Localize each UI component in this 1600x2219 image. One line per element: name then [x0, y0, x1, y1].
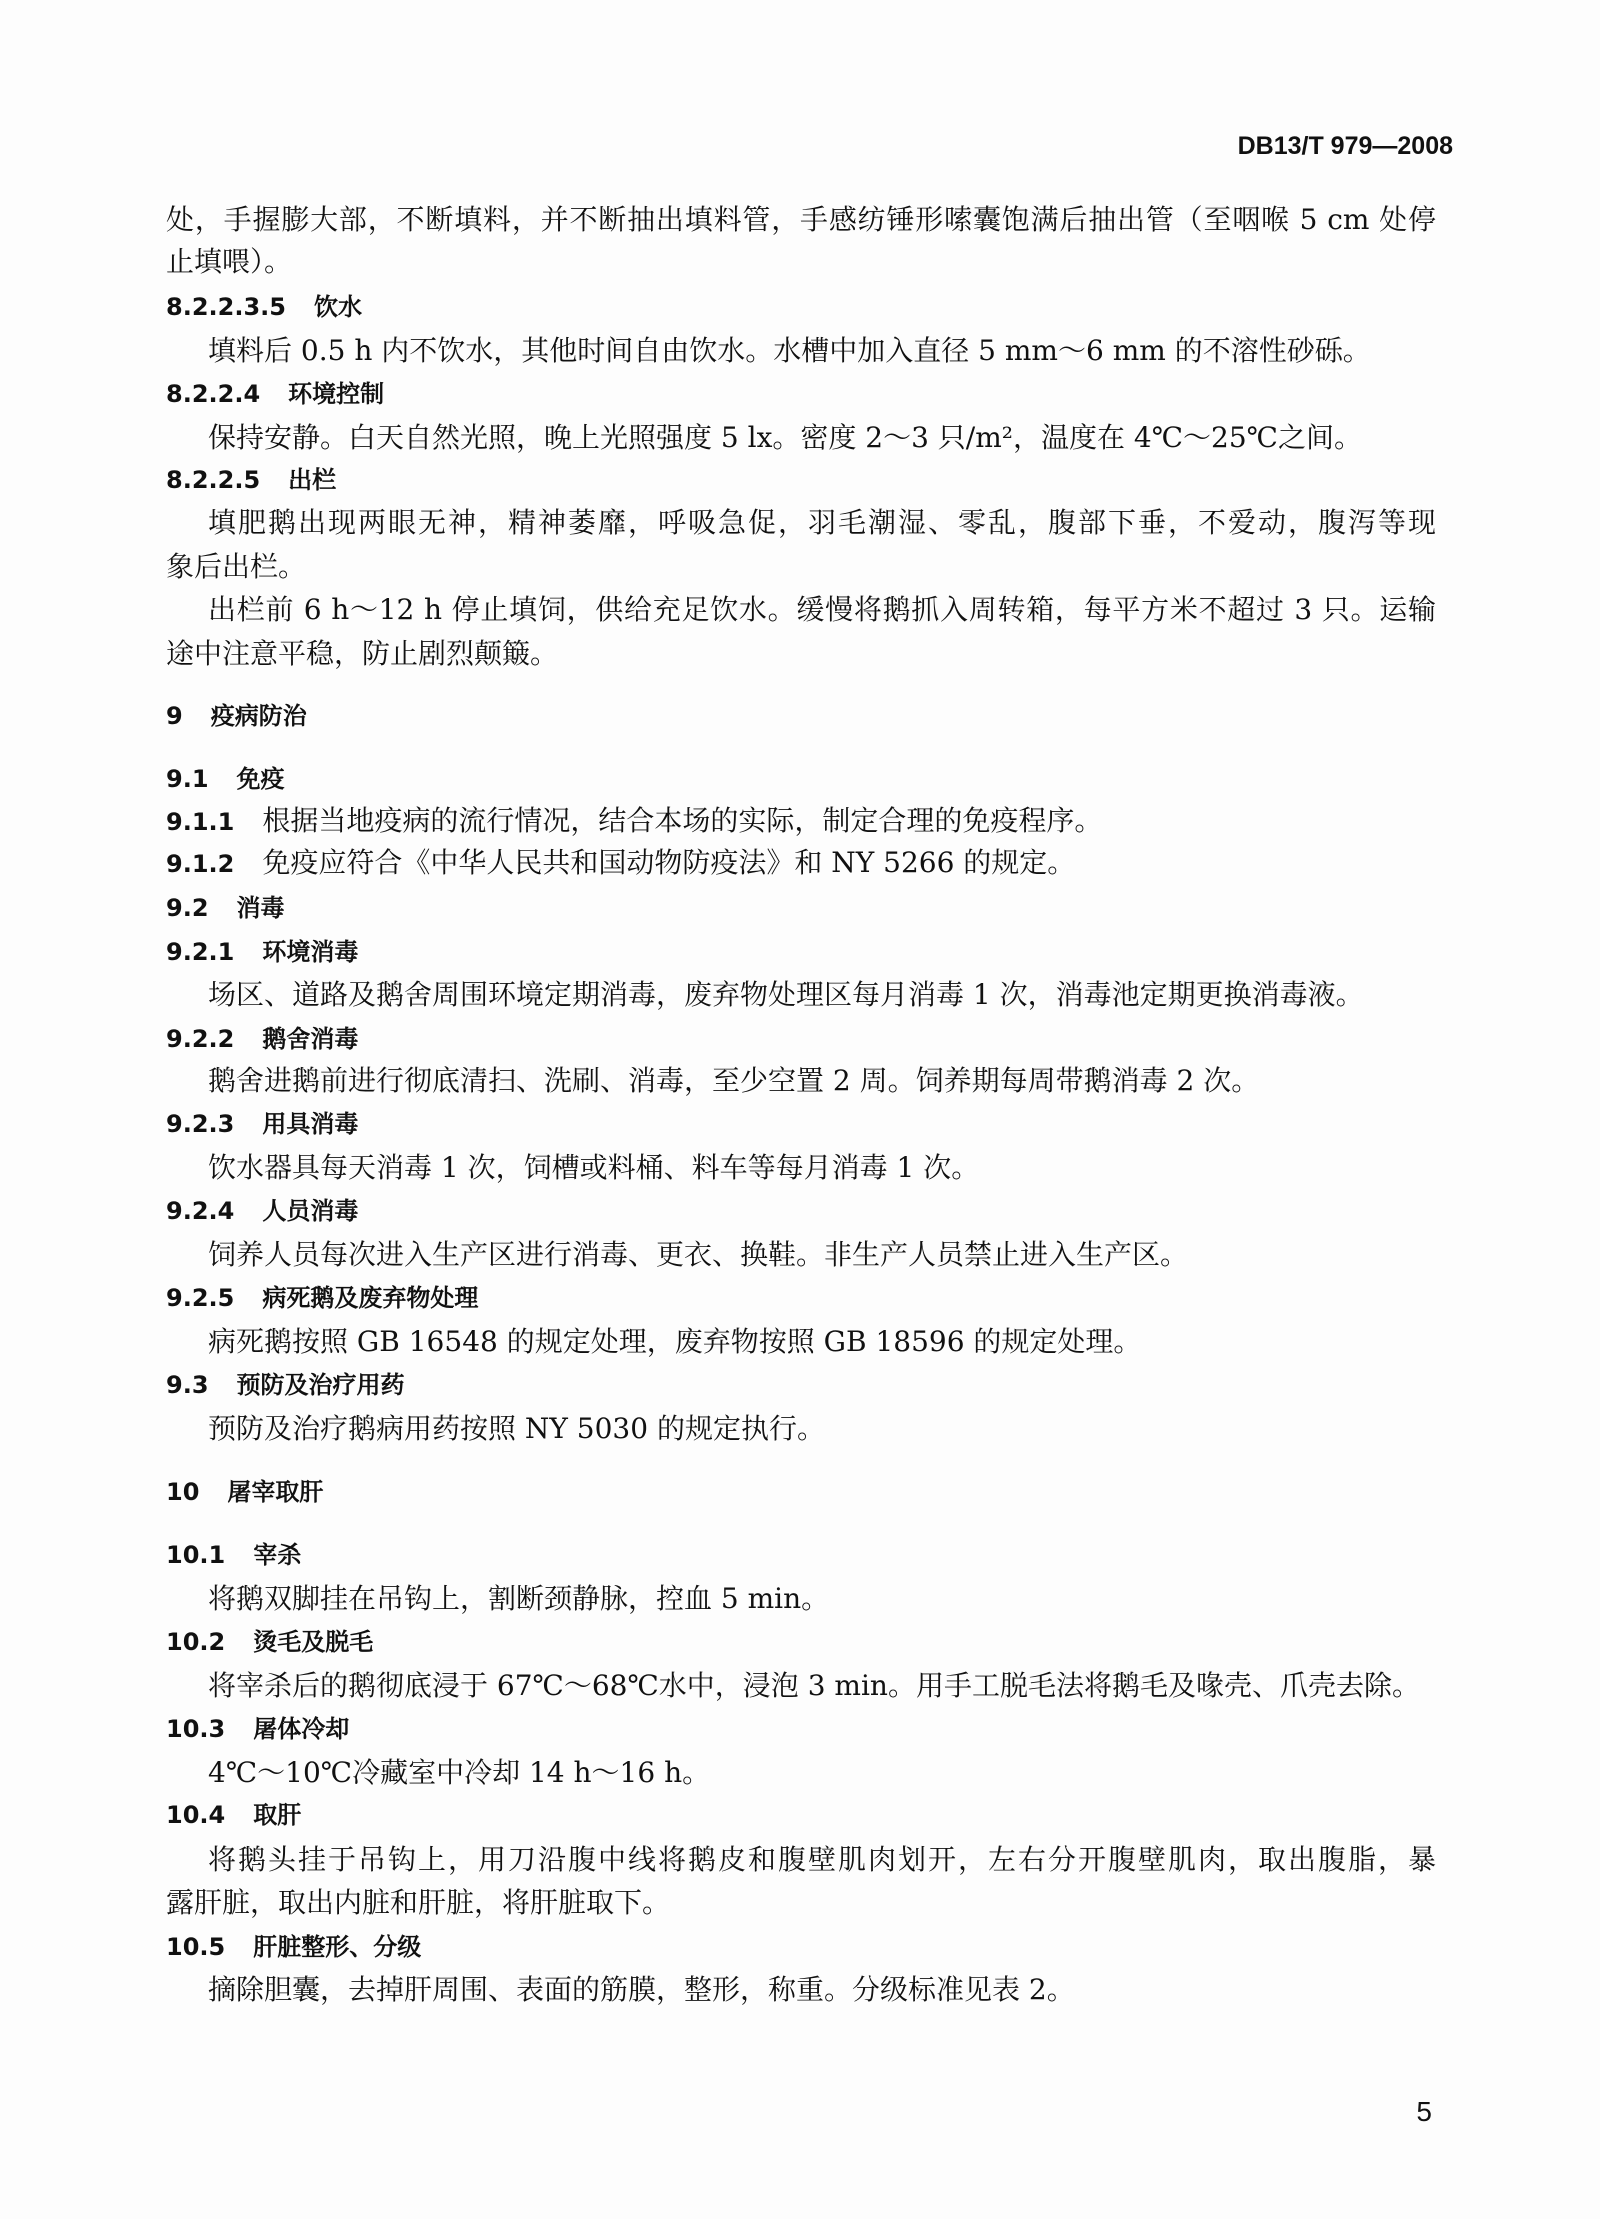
clause-number: 10.3	[166, 1715, 226, 1743]
clause-heading-10-2	[166, 1624, 373, 1660]
clause-number: 10.4	[166, 1801, 226, 1829]
clause-heading-9-3	[166, 1367, 405, 1403]
clause-9-1-2	[166, 845, 1075, 882]
paragraph-line: 象后出栏。	[166, 550, 307, 583]
clause-heading-10-4	[166, 1797, 301, 1833]
clause-heading-9-2	[166, 890, 285, 926]
clause-number: 9.3	[166, 1371, 209, 1399]
paragraph-line: 露肝脏，取出内脏和肝脏，将肝脏取下。	[166, 1886, 671, 1919]
clause-heading-9-2-5	[166, 1280, 478, 1316]
clause-heading-9-2-4	[166, 1193, 358, 1229]
clause-heading-8-2-2-4	[166, 376, 384, 412]
paragraph-line: 预防及治疗鹅病用药按照 NY 5030 的规定执行。	[208, 1412, 825, 1445]
clause-number: 10.1	[166, 1541, 226, 1569]
chapter-number: 9	[166, 702, 183, 730]
paragraph-line: 摘除胆囊，去掉肝周围、表面的筋膜，整形，称重。分级标准见表 2。	[208, 1973, 1075, 2006]
paragraph-line: 填肥鹅出现两眼无神，精神萎靡，呼吸急促，羽毛潮湿、零乱，腹部下垂，不爱动，腹泻等现	[208, 506, 1436, 539]
paragraph-line: 病死鹅按照 GB 16548 的规定处理，废弃物按照 GB 18596 的规定处理。	[208, 1325, 1142, 1358]
clause-number: 10.2	[166, 1628, 226, 1656]
clause-number: 9.2.1	[166, 938, 235, 966]
paragraph-line: 饲养人员每次进入生产区进行消毒、更衣、换鞋。非生产人员禁止进入生产区。	[208, 1238, 1189, 1271]
paragraph-line: 4℃～10℃冷藏室中冷却 14 h～16 h。	[208, 1756, 711, 1789]
clause-number: 8.2.2.4	[166, 380, 261, 408]
clause-heading-10-3	[166, 1711, 349, 1747]
paragraph-line: 饮水器具每天消毒 1 次，饲槽或料桶、料车等每月消毒 1 次。	[208, 1151, 980, 1184]
clause-title: 环境控制	[288, 380, 385, 408]
paragraph-line: 填料后 0.5 h 内不饮水，其他时间自由饮水。水槽中加入直径 5 mm～6 mm 的不溶性砂砾。	[208, 334, 1371, 367]
chapter-heading-10	[166, 1474, 323, 1510]
clause-number: 8.2.2.3.5	[166, 293, 286, 321]
clause-heading-10-1	[166, 1537, 301, 1573]
clause-title: 烫毛及脱毛	[253, 1628, 374, 1656]
document-code: DB13/T 979—2008	[1237, 132, 1453, 160]
clause-heading-8-2-2-5	[166, 462, 336, 498]
paragraph-line: 将宰杀后的鹅彻底浸于 67℃～68℃水中，浸泡 3 min。用手工脱毛法将鹅毛及喙壳、爪壳去除。	[208, 1669, 1420, 1702]
clause-title: 出栏	[288, 466, 337, 494]
paragraph-line: 将鹅头挂于吊钩上，用刀沿腹中线将鹅皮和腹壁肌肉划开，左右分开腹壁肌肉，取出腹脂，暴	[208, 1843, 1436, 1876]
clause-title: 病死鹅及废弃物处理	[262, 1284, 479, 1312]
clause-title: 取肝	[253, 1801, 302, 1829]
clause-heading-9-2-1	[166, 934, 358, 970]
clause-title: 鹅舍消毒	[262, 1025, 359, 1053]
clause-number: 9.2.3	[166, 1110, 235, 1138]
paragraph-line: 保持安静。白天自然光照，晚上光照强度 5 lx。密度 2～3 只/m²，温度在 4℃～25℃之间。	[208, 421, 1362, 454]
clause-number: 9.1	[166, 765, 209, 793]
clause-text: 根据当地疫病的流行情况，结合本场的实际，制定合理的免疫程序。	[262, 804, 1103, 837]
clause-title: 预防及治疗用药	[236, 1371, 405, 1399]
clause-number: 9.2.5	[166, 1284, 235, 1312]
clause-title: 环境消毒	[262, 938, 359, 966]
clause-heading-10-5	[166, 1929, 421, 1965]
clause-title: 宰杀	[253, 1541, 302, 1569]
paragraph-line: 出栏前 6 h～12 h 停止填饲，供给充足饮水。缓慢将鹅抓入周转箱，每平方米不超过 3 只。运输	[208, 593, 1436, 626]
clause-heading-9-2-2	[166, 1021, 358, 1057]
chapter-title: 疫病防治	[210, 702, 307, 730]
clause-title: 饮水	[313, 293, 362, 321]
paragraph-line: 场区、道路及鹅舍周围环境定期消毒，废弃物处理区每月消毒 1 次，消毒池定期更换消毒液。	[208, 978, 1364, 1011]
clause-text: 免疫应符合《中华人民共和国动物防疫法》和 NY 5266 的规定。	[262, 846, 1076, 879]
clause-number: 9.2.4	[166, 1197, 235, 1225]
page-number: 5	[1416, 2096, 1432, 2127]
clause-title: 肝脏整形、分级	[253, 1933, 422, 1961]
clause-number: 9.1.2	[166, 850, 235, 878]
paragraph-line: 将鹅双脚挂在吊钩上，割断颈静脉，控血 5 min。	[208, 1582, 830, 1615]
clause-number: 8.2.2.5	[166, 466, 261, 494]
clause-9-1-1	[166, 803, 1102, 840]
clause-number: 9.2.2	[166, 1025, 235, 1053]
clause-title: 用具消毒	[262, 1110, 359, 1138]
clause-title: 屠体冷却	[253, 1715, 350, 1743]
clause-title: 免疫	[236, 765, 285, 793]
chapter-heading-9	[166, 698, 307, 734]
paragraph-line: 处，手握膨大部，不断填料，并不断抽出填料管，手感纺锤形嗦囊饱满后抽出管（至咽喉 5 cm 处停	[166, 203, 1436, 236]
clause-number: 9.1.1	[166, 808, 235, 836]
clause-heading-8-2-2-3-5	[166, 289, 362, 325]
paragraph-line: 途中注意平稳，防止剧烈颠簸。	[166, 637, 559, 670]
clause-number: 10.5	[166, 1933, 226, 1961]
clause-number: 9.2	[166, 894, 209, 922]
clause-heading-9-2-3	[166, 1106, 358, 1142]
clause-title: 人员消毒	[262, 1197, 359, 1225]
chapter-title: 屠宰取肝	[227, 1478, 324, 1506]
chapter-number: 10	[166, 1478, 200, 1506]
clause-title: 消毒	[236, 894, 285, 922]
clause-heading-9-1	[166, 761, 285, 797]
paragraph-line: 止填喂）。	[166, 245, 293, 278]
paragraph-line: 鹅舍进鹅前进行彻底清扫、洗刷、消毒，至少空置 2 周。饲养期每周带鹅消毒 2 次。	[208, 1064, 1260, 1097]
